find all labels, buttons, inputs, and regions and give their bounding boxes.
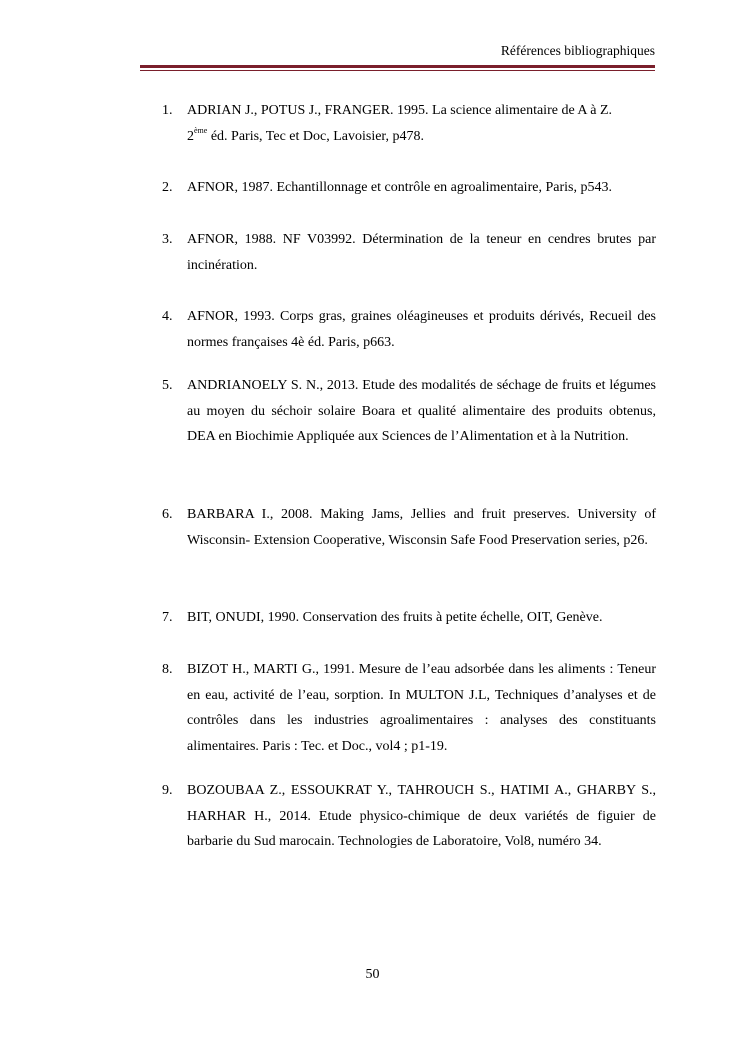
reference-edition-number: 2 [187, 128, 194, 144]
reference-text: BIZOT H., MARTI G., 1991. Mesure de l’eau adsorbée dans les aliments : Teneur en eau, activité de l’eau, sorption. In MULTON J.L, Techniques d’analyses et de contrôles dans les industries agroalimentaires : analyses des constituants alimentaires. Paris : Tec. et Doc., vol4 ; p1-19. [187, 662, 656, 754]
reference-text: AFNOR, 1988. NF V03992. Détermination de la teneur en cendres brutes par incinération. [187, 232, 656, 273]
reference-number: 5. [162, 378, 173, 393]
reference-text-line-2: éd. Paris, Tec et Doc, Lavoisier, p478. [207, 128, 425, 144]
reference-item-4 [162, 304, 656, 355]
reference-number: 3. [162, 232, 173, 247]
page-number: 50 [365, 967, 380, 982]
running-header: Références bibliographiques [500, 43, 655, 58]
reference-number: 8. [162, 662, 173, 677]
reference-text: AFNOR, 1987. Echantillonnage et contrôle en agroalimentaire, Paris, p543. [187, 180, 612, 195]
reference-text: BOZOUBAA Z., ESSOUKRAT Y., TAHROUCH S., HATIMI A., GHARBY S., HARHAR H., 2014. Etude physico-chimique de deux variétés de figuier de barbarie du Sud marocain. Technologies de Laboratoire, Vol8, numéro 34. [187, 783, 656, 850]
reference-number: 1. [162, 103, 173, 118]
reference-item-9 [162, 778, 656, 855]
reference-text: AFNOR, 1993. Corps gras, graines oléagineuses et produits dérivés, Recueil des normes françaises 4è éd. Paris, p663. [187, 309, 656, 350]
reference-text: BARBARA I., 2008. Making Jams, Jellies and fruit preserves. University of Wisconsin- Extension Cooperative, Wisconsin Safe Food Preservation series, p26. [187, 507, 656, 548]
reference-number: 6. [162, 507, 173, 522]
reference-item-6 [162, 502, 656, 553]
reference-item-8 [162, 657, 656, 759]
reference-item-7 [162, 605, 656, 631]
reference-number: 9. [162, 783, 173, 798]
reference-number: 7. [162, 610, 173, 625]
reference-item-5 [162, 373, 656, 450]
reference-number: 2. [162, 180, 173, 195]
reference-number: 4. [162, 309, 173, 324]
reference-item-3 [162, 227, 656, 278]
reference-item-1 [162, 98, 656, 149]
reference-item-2 [162, 175, 656, 201]
reference-text: BIT, ONUDI, 1990. Conservation des fruits à petite échelle, OIT, Genève. [187, 610, 603, 625]
reference-edition-superscript: ème [194, 125, 208, 135]
reference-text: ANDRIANOELY S. N., 2013. Etude des modalités de séchage de fruits et légumes au moyen du séchoir solaire Boara et qualité alimentaire des produits obtenus, DEA en Biochimie Appliquée aux Sciences de l’Alimentation et à la Nutrition. [187, 378, 656, 445]
reference-text-line-1: ADRIAN J., POTUS J., FRANGER. 1995. La science alimentaire de A à Z. [187, 103, 612, 118]
